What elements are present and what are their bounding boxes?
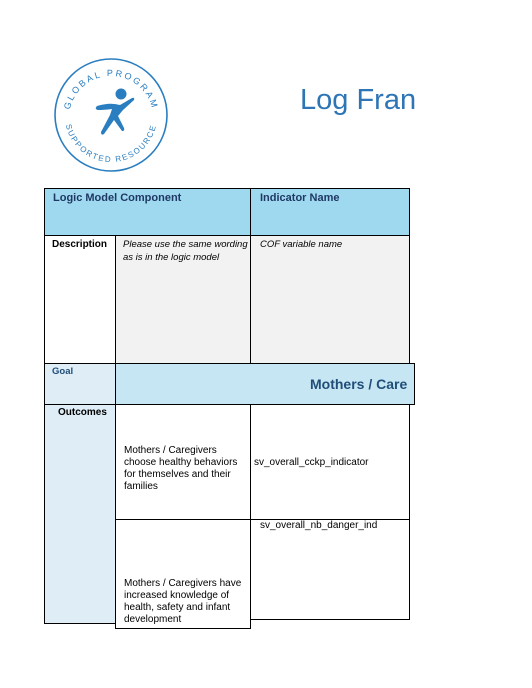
outcome-2-component: Mothers / Caregivers have increased knowledge of health, safety and infant development [124,578,242,625]
outcome-1-component-cell [115,404,251,520]
title-container [300,78,417,128]
header-label: Logic Model Component [53,192,182,204]
outcome-2-component-cell [115,519,251,629]
goal-label-cell [44,363,116,405]
description-component-note: Please use the same wording as is in the logic model [123,239,248,263]
header-logic-model-component [44,188,251,236]
outcome-1-component: Mothers / Caregivers choose healthy behaviors for themselves and their families [124,445,238,492]
goal-label: Goal [52,366,74,377]
header-label: Indicator Name [260,192,340,204]
running-person-icon [96,89,135,135]
global-program-logo [52,56,170,174]
outcomes-label: Outcomes [58,407,107,418]
outcome-1-indicator: sv_overall_cckp_indicator [254,457,369,468]
description-label-cell [44,235,116,364]
outcome-2-indicator: sv_overall_nb_danger_ind [260,520,378,531]
goal-banner-text: Mothers / Care [310,376,408,392]
svg-text:SUPPORTED RESOURCE: SUPPORTED RESOURCE [63,123,159,165]
goal-banner-cell [115,363,415,405]
outcome-1-indicator-cell [250,404,410,520]
log-frame-table [44,188,408,625]
header-indicator-name [250,188,410,236]
description-indicator-note: COF variable name [260,239,343,250]
outcome-2-indicator-cell [250,519,410,620]
description-label: Description [52,239,108,250]
outcomes-label-cell [44,404,116,624]
description-component-cell [115,235,251,364]
svg-text:GLOBAL PROGRAM: GLOBAL PROGRAM [61,67,161,111]
page-title: Log Fran [300,84,417,116]
logo-seal-icon [52,56,170,174]
description-indicator-cell [250,235,410,364]
